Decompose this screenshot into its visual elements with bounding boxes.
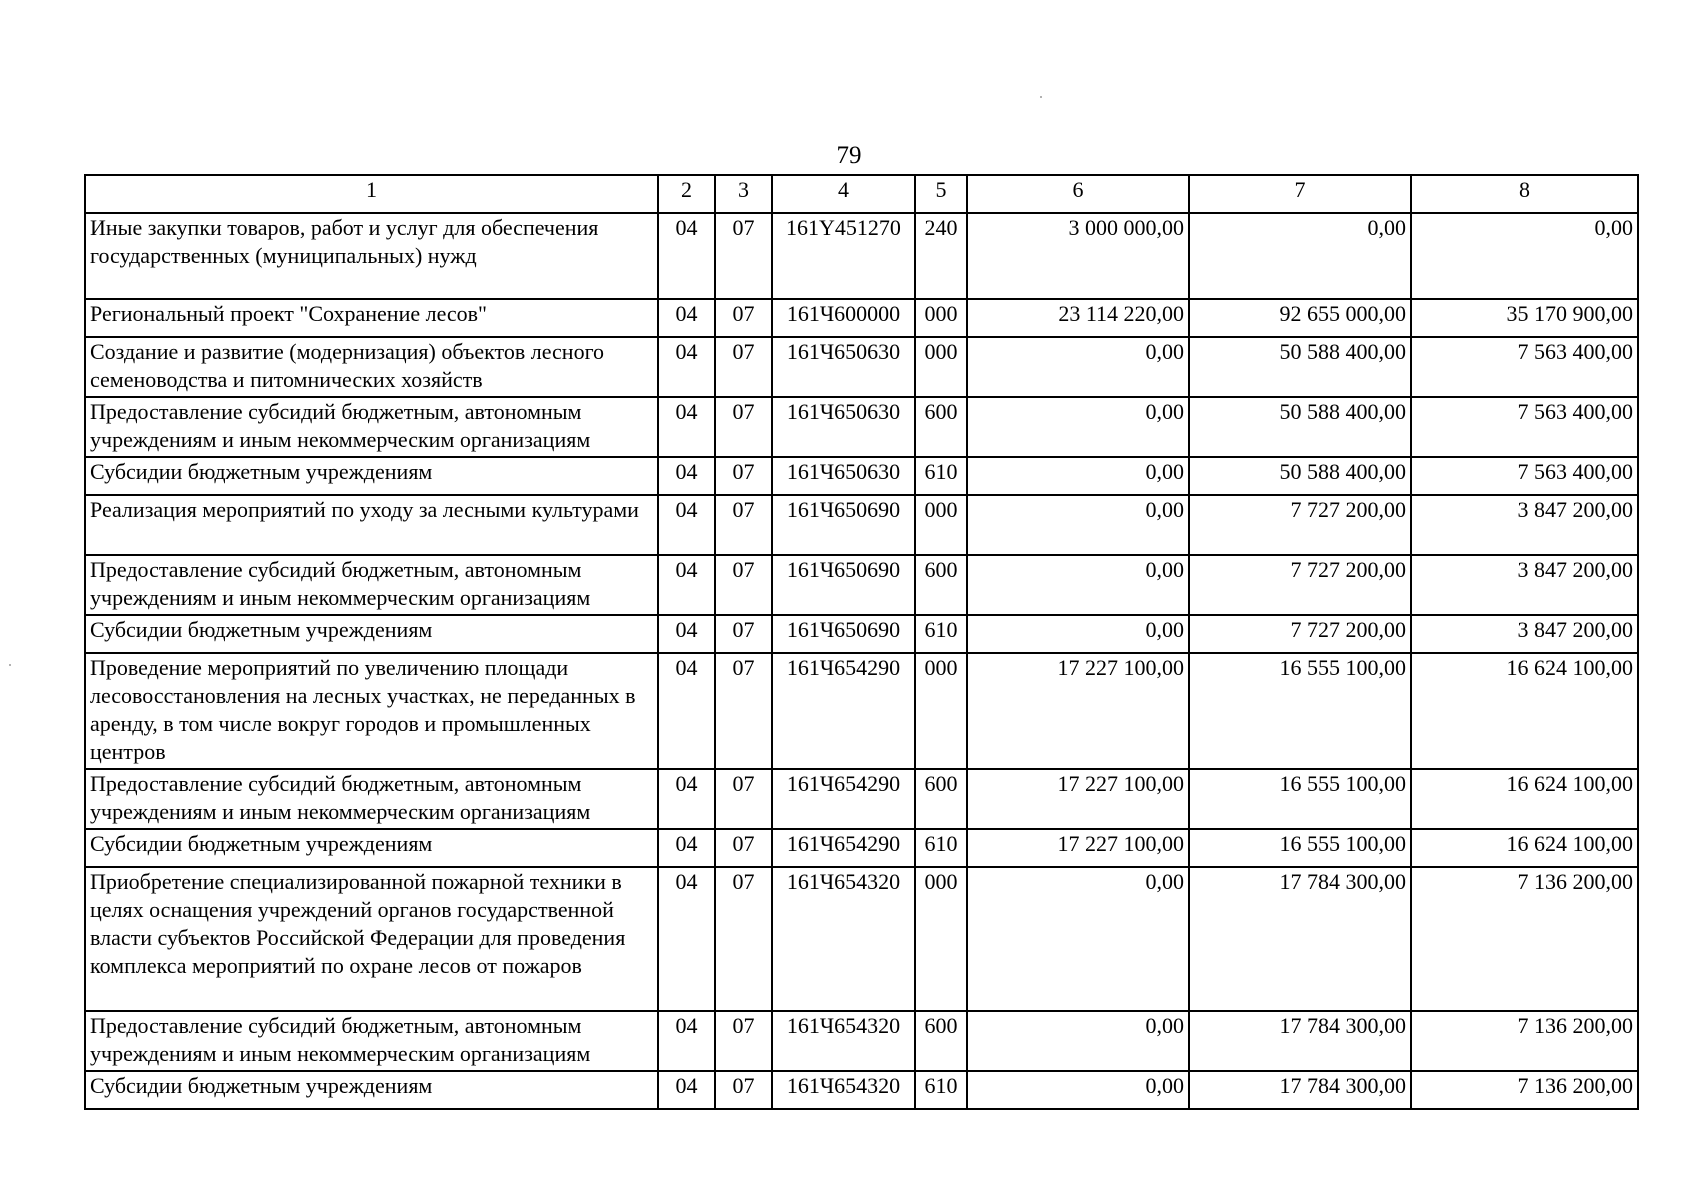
amount-col6: 17 227 100,00 <box>967 769 1189 829</box>
section-code: 04 <box>658 769 715 829</box>
item-name: Предоставление субсидий бюджетным, автономным учреждениям и иным некоммерческим организациям <box>85 397 658 457</box>
section-code: 04 <box>658 397 715 457</box>
amount-col6: 0,00 <box>967 457 1189 495</box>
amount-col6: 0,00 <box>967 1011 1189 1071</box>
amount-col8: 3 847 200,00 <box>1411 495 1638 555</box>
item-name: Предоставление субсидий бюджетным, автономным учреждениям и иным некоммерческим организациям <box>85 555 658 615</box>
amount-col8: 7 136 200,00 <box>1411 1011 1638 1071</box>
amount-col6: 0,00 <box>967 397 1189 457</box>
amount-col8: 7 136 200,00 <box>1411 867 1638 1011</box>
amount-col7: 92 655 000,00 <box>1189 299 1411 337</box>
amount-col7: 7 727 200,00 <box>1189 555 1411 615</box>
target-article-code: 161Ч600000 <box>772 299 915 337</box>
table-row <box>85 555 1638 615</box>
target-article-code: 161Ч650690 <box>772 615 915 653</box>
header-cell: 8 <box>1411 175 1638 213</box>
table-row <box>85 867 1638 1011</box>
item-name: Проведение мероприятий по увеличению площади лесовосстановления на лесных участках, не переданных в аренду, в том числе вокруг городов и промышленных центров <box>85 653 658 769</box>
expense-type-code: 240 <box>915 213 967 299</box>
amount-col6: 0,00 <box>967 495 1189 555</box>
section-code: 04 <box>658 337 715 397</box>
amount-col8: 35 170 900,00 <box>1411 299 1638 337</box>
amount-col7: 7 727 200,00 <box>1189 615 1411 653</box>
expense-type-code: 610 <box>915 829 967 867</box>
target-article-code: 161Ч654320 <box>772 1011 915 1071</box>
table-row <box>85 1011 1638 1071</box>
subsection-code: 07 <box>715 867 772 1011</box>
amount-col7: 16 555 100,00 <box>1189 653 1411 769</box>
target-article-code: 161Ч650630 <box>772 337 915 397</box>
item-name: Субсидии бюджетным учреждениям <box>85 829 658 867</box>
subsection-code: 07 <box>715 397 772 457</box>
budget-table <box>84 174 1639 1110</box>
header-cell: 6 <box>967 175 1189 213</box>
table-row <box>85 397 1638 457</box>
expense-type-code: 600 <box>915 397 967 457</box>
amount-col6: 17 227 100,00 <box>967 829 1189 867</box>
table-row <box>85 213 1638 299</box>
item-name: Иные закупки товаров, работ и услуг для обеспечения государственных (муниципальных) нужд <box>85 213 658 299</box>
amount-col7: 17 784 300,00 <box>1189 1071 1411 1109</box>
subsection-code: 07 <box>715 615 772 653</box>
item-name: Реализация мероприятий по уходу за лесными культурами <box>85 495 658 555</box>
subsection-code: 07 <box>715 1011 772 1071</box>
expense-type-code: 600 <box>915 1011 967 1071</box>
expense-type-code: 600 <box>915 555 967 615</box>
amount-col6: 23 114 220,00 <box>967 299 1189 337</box>
table-row <box>85 1071 1638 1109</box>
header-cell: 2 <box>658 175 715 213</box>
section-code: 04 <box>658 457 715 495</box>
table-row <box>85 615 1638 653</box>
amount-col8: 16 624 100,00 <box>1411 769 1638 829</box>
target-article-code: 161Ч650630 <box>772 397 915 457</box>
item-name: Субсидии бюджетным учреждениям <box>85 615 658 653</box>
header-cell: 5 <box>915 175 967 213</box>
target-article-code: 161Y451270 <box>772 213 915 299</box>
expense-type-code: 000 <box>915 495 967 555</box>
amount-col7: 7 727 200,00 <box>1189 495 1411 555</box>
target-article-code: 161Ч654290 <box>772 829 915 867</box>
amount-col8: 7 563 400,00 <box>1411 457 1638 495</box>
amount-col7: 0,00 <box>1189 213 1411 299</box>
scan-speck <box>9 664 11 666</box>
amount-col8: 7 563 400,00 <box>1411 397 1638 457</box>
amount-col6: 0,00 <box>967 1071 1189 1109</box>
amount-col8: 0,00 <box>1411 213 1638 299</box>
amount-col6: 3 000 000,00 <box>967 213 1189 299</box>
expense-type-code: 000 <box>915 867 967 1011</box>
header-cell: 1 <box>85 175 658 213</box>
target-article-code: 161Ч654290 <box>772 769 915 829</box>
section-code: 04 <box>658 555 715 615</box>
target-article-code: 161Ч650690 <box>772 495 915 555</box>
expense-type-code: 610 <box>915 1071 967 1109</box>
expense-type-code: 600 <box>915 769 967 829</box>
amount-col6: 17 227 100,00 <box>967 653 1189 769</box>
table-row <box>85 457 1638 495</box>
subsection-code: 07 <box>715 555 772 615</box>
subsection-code: 07 <box>715 829 772 867</box>
subsection-code: 07 <box>715 457 772 495</box>
expense-type-code: 000 <box>915 299 967 337</box>
section-code: 04 <box>658 299 715 337</box>
section-code: 04 <box>658 1071 715 1109</box>
subsection-code: 07 <box>715 213 772 299</box>
table-row <box>85 829 1638 867</box>
item-name: Создание и развитие (модернизация) объектов лесного семеноводства и питомнических хозяйств <box>85 337 658 397</box>
expense-type-code: 000 <box>915 653 967 769</box>
scan-speck <box>1040 96 1042 98</box>
section-code: 04 <box>658 615 715 653</box>
target-article-code: 161Ч654290 <box>772 653 915 769</box>
amount-col6: 0,00 <box>967 555 1189 615</box>
amount-col7: 50 588 400,00 <box>1189 337 1411 397</box>
target-article-code: 161Ч654320 <box>772 1071 915 1109</box>
section-code: 04 <box>658 495 715 555</box>
section-code: 04 <box>658 653 715 769</box>
amount-col6: 0,00 <box>967 337 1189 397</box>
amount-col7: 16 555 100,00 <box>1189 829 1411 867</box>
item-name: Предоставление субсидий бюджетным, автономным учреждениям и иным некоммерческим организациям <box>85 769 658 829</box>
section-code: 04 <box>658 1011 715 1071</box>
amount-col7: 17 784 300,00 <box>1189 867 1411 1011</box>
subsection-code: 07 <box>715 769 772 829</box>
section-code: 04 <box>658 213 715 299</box>
item-name: Региональный проект "Сохранение лесов" <box>85 299 658 337</box>
target-article-code: 161Ч650630 <box>772 457 915 495</box>
item-name: Субсидии бюджетным учреждениям <box>85 457 658 495</box>
expense-type-code: 610 <box>915 615 967 653</box>
subsection-code: 07 <box>715 653 772 769</box>
item-name: Приобретение специализированной пожарной техники в целях оснащения учреждений органов государственной власти субъектов Российской Федерации для проведения комплекса мероприятий по охране лесов от пожаров <box>85 867 658 1011</box>
subsection-code: 07 <box>715 495 772 555</box>
subsection-code: 07 <box>715 337 772 397</box>
page-number: 79 <box>836 142 862 169</box>
item-name: Предоставление субсидий бюджетным, автономным учреждениям и иным некоммерческим организациям <box>85 1011 658 1071</box>
section-code: 04 <box>658 867 715 1011</box>
expense-type-code: 000 <box>915 337 967 397</box>
amount-col8: 7 136 200,00 <box>1411 1071 1638 1109</box>
section-code: 04 <box>658 829 715 867</box>
table-row <box>85 653 1638 769</box>
table-row <box>85 769 1638 829</box>
target-article-code: 161Ч650690 <box>772 555 915 615</box>
amount-col8: 7 563 400,00 <box>1411 337 1638 397</box>
table-row <box>85 337 1638 397</box>
amount-col6: 0,00 <box>967 615 1189 653</box>
header-cell: 3 <box>715 175 772 213</box>
header-cell: 4 <box>772 175 915 213</box>
amount-col8: 3 847 200,00 <box>1411 555 1638 615</box>
table-row <box>85 299 1638 337</box>
expense-type-code: 610 <box>915 457 967 495</box>
subsection-code: 07 <box>715 1071 772 1109</box>
item-name: Субсидии бюджетным учреждениям <box>85 1071 658 1109</box>
amount-col7: 50 588 400,00 <box>1189 397 1411 457</box>
amount-col6: 0,00 <box>967 867 1189 1011</box>
amount-col8: 3 847 200,00 <box>1411 615 1638 653</box>
header-cell: 7 <box>1189 175 1411 213</box>
target-article-code: 161Ч654320 <box>772 867 915 1011</box>
amount-col7: 16 555 100,00 <box>1189 769 1411 829</box>
table-row <box>85 495 1638 555</box>
header-row <box>85 175 1638 213</box>
subsection-code: 07 <box>715 299 772 337</box>
amount-col7: 50 588 400,00 <box>1189 457 1411 495</box>
amount-col7: 17 784 300,00 <box>1189 1011 1411 1071</box>
amount-col8: 16 624 100,00 <box>1411 829 1638 867</box>
amount-col8: 16 624 100,00 <box>1411 653 1638 769</box>
